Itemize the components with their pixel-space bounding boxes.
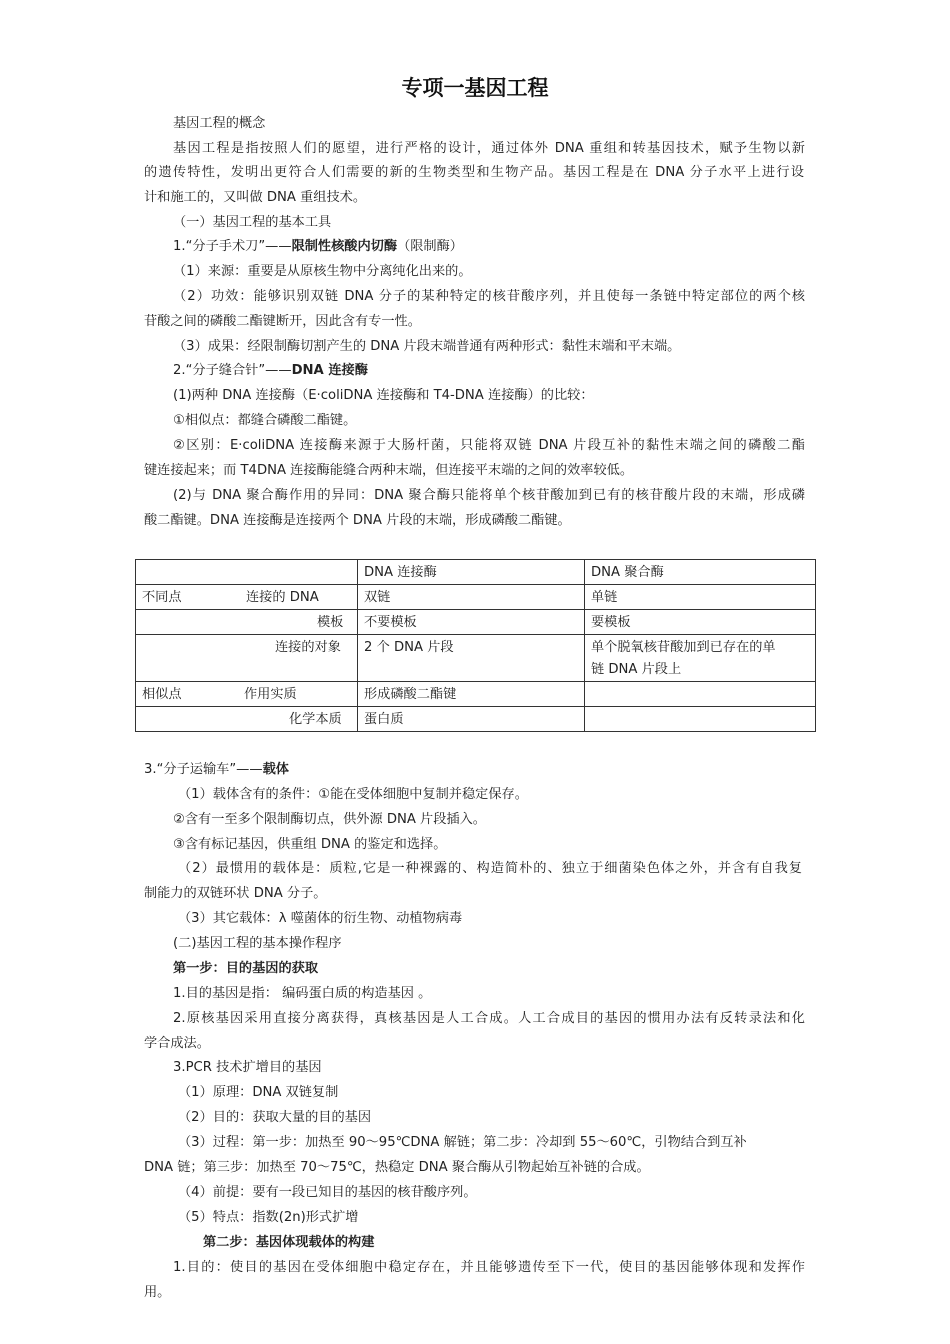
table-cell: 单链: [585, 585, 816, 610]
table-header-cell: DNA 聚合酶: [585, 560, 816, 585]
pcr-heading: 3.PCR 技术扩增目的基因: [173, 1060, 322, 1075]
pcr-item: （5）特点：指数(2n)形式扩增: [178, 1210, 359, 1225]
concept-heading: 基因工程的概念: [173, 116, 266, 131]
pcr-item: （1）原理：DNA 双链复制: [178, 1085, 339, 1100]
pcr-item: （4）前提：要有一段已知目的基因的核苷酸序列。: [178, 1185, 477, 1200]
step2-heading: 第二步：基因体现载体的构建: [203, 1235, 375, 1250]
needle-similar: ①相似点：都缝合磷酸二酯键。: [173, 413, 357, 428]
pcr-item: DNA 链；第三步：加热至 70～75℃，热稳定 DNA 聚合酶从引物起始互补链的合成。: [144, 1160, 650, 1175]
tools-heading: （一）基因工程的基本工具: [173, 215, 332, 230]
needle-poly-line: 酸二酯键。DNA 连接酶是连接两个 DNA 片段的末端，形成磷酸二酯键。: [144, 513, 571, 528]
concept-line: 计和施工的，又叫做 DNA 重组技术。: [144, 190, 367, 205]
table-cell: [136, 635, 358, 682]
step1-heading: 第一步：目的基因的获取: [173, 961, 319, 976]
pcr-item: （2）目的：获取大量的目的基因: [178, 1110, 372, 1125]
table-cell: [585, 707, 816, 732]
table-cell: 双链: [358, 585, 585, 610]
table-cell: [136, 682, 358, 707]
step2-line: 1.目的：使目的基因在受体细胞中稳定存在，并且能够遗传至下一代，使目的基因能够体现和发挥作: [173, 1260, 805, 1275]
table-cell: [585, 635, 816, 682]
knife-function-line: 苷酸之间的磷酸二酯键断开，因此含有专一性。: [144, 314, 421, 329]
vector-cond: ③含有标记基因，供重组 DNA 的鉴定和选择。: [173, 837, 447, 852]
cell-line: 链 DNA 片段上: [591, 662, 682, 677]
procedure-heading: (二)基因工程的基本操作程序: [173, 936, 342, 951]
step2-line: 用。: [144, 1285, 171, 1300]
item-label: 连接的对象: [275, 640, 341, 655]
table-cell: [136, 610, 358, 635]
vector-common-line: 制能力的双链环状 DNA 分子。: [144, 886, 327, 901]
table-cell: 形成磷酸二酯键: [358, 682, 585, 707]
vector-title: 3.“分子运输车”——载体: [144, 762, 289, 777]
pcr-item: （3）过程：第一步：加热至 90～95℃DNA 解链；第二步：冷却到 55～60℃，引物结合到互补: [178, 1135, 747, 1150]
group-label: 相似点: [142, 687, 182, 702]
needle-title: 2.“分子缝合针”——DNA 连接酶: [173, 363, 368, 378]
vector-cond: ②含有一至多个限制酶切点，供外源 DNA 片段插入。: [173, 812, 486, 827]
vector-others: （3）其它载体：λ 噬菌体的衍生物、动植物病毒: [178, 911, 463, 926]
cell-line: 单个脱氧核苷酸加到已存在的单: [591, 640, 776, 655]
table-row: [136, 707, 816, 732]
concept-line: 的遗传特性，发明出更符合人们需要的新的生物类型和生物产品。基因工程是在 DNA 分子水平上进行设: [144, 165, 804, 180]
table-cell: [585, 682, 816, 707]
document-title: 专项一基因工程: [401, 76, 549, 100]
vector-common-line: （2）最惯用的载体是：质粒,它是一种裸露的、构造简朴的、独立于细菌染色体之外，并含有自我复: [178, 861, 802, 876]
table-row: [136, 682, 816, 707]
group-label: 不同点: [142, 590, 182, 605]
knife-function-line: （2）功效：能够识别双链 DNA 分子的某种特定的核苷酸序列，并且使每一条链中特定部位的两个核: [173, 289, 805, 304]
concept-line: 基因工程是指按照人们的愿望，进行严格的设计，通过体外 DNA 重组和转基因技术，赋予生物以新: [173, 141, 805, 156]
item-label: 作用实质: [244, 687, 297, 702]
knife-source: （1）来源：重要是从原核生物中分离纯化出来的。: [173, 264, 472, 279]
table-row: [136, 635, 816, 682]
needle-poly-line: (2)与 DNA 聚合酶作用的异同：DNA 聚合酶只能将单个核苷酸加到已有的核苷酸片段的末端，形成磷: [173, 488, 805, 503]
table-row: [136, 610, 816, 635]
needle-diff-line: 键连接起来；而 T4DNA 连接酶能缝合两种末端，但连接平末端的之间的效率较低。: [144, 463, 634, 478]
step1-line: 学合成法。: [144, 1036, 210, 1051]
item-label: 模板: [317, 615, 344, 630]
table-header-cell: DNA 连接酶: [358, 560, 585, 585]
vector-cond: （1）载体含有的条件：①能在受体细胞中复制并稳定保存。: [178, 787, 528, 802]
needle-diff-line: ②区别：E·coliDNA 连接酶来源于大肠杆菌，只能将双链 DNA 片段互补的黏性末端之间的磷酸二酯: [173, 438, 805, 453]
item-label: 连接的 DNA: [246, 590, 319, 605]
table-header-row: [136, 560, 816, 585]
table-cell: [136, 585, 358, 610]
knife-title: 1.“分子手术刀”——限制性核酸内切酶（限制酶）: [173, 239, 463, 254]
step1-line: 2.原核基因采用直接分离获得，真核基因是人工合成。人工合成目的基因的惯用办法有反转录法和化: [173, 1011, 805, 1026]
table-cell: 2 个 DNA 片段: [358, 635, 585, 682]
table-cell: 要模板: [585, 610, 816, 635]
knife-result: （3）成果：经限制酶切割产生的 DNA 片段末端普通有两种形式：黏性末端和平末端。: [173, 339, 681, 354]
step1-line: 1.目的基因是指： 编码蛋白质的构造基因 。: [173, 986, 432, 1001]
needle-compare: (1)两种 DNA 连接酶（E·coliDNA 连接酶和 T4-DNA 连接酶）的比较：: [173, 388, 594, 403]
comparison-table: [135, 559, 816, 732]
table-cell: 不要模板: [358, 610, 585, 635]
table-header-cell: [136, 560, 358, 585]
table-row: [136, 585, 816, 610]
table-cell: [136, 707, 358, 732]
item-label: 化学本质: [289, 712, 342, 727]
table-cell: 蛋白质: [358, 707, 585, 732]
